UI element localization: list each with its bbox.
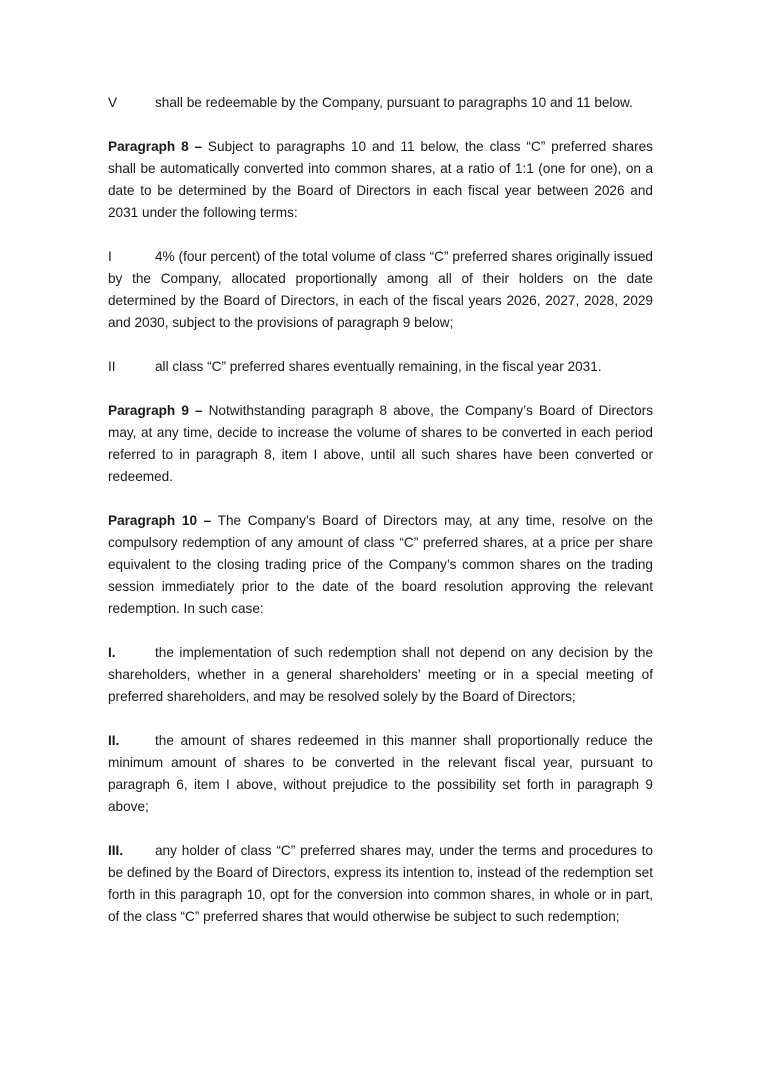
item-number: I — [108, 249, 112, 264]
paragraph-label: Paragraph 10 – — [108, 513, 212, 528]
item-number: II. — [108, 733, 120, 748]
item-number: I. — [108, 645, 116, 660]
paragraph-label: Paragraph 8 – — [108, 139, 203, 154]
paragraph-8-item-ii — [108, 356, 653, 378]
item-number: III. — [108, 843, 124, 858]
paragraph-8-item-i — [108, 246, 653, 334]
item-text: shall be redeemable by the Company, pursuant to paragraphs 10 and 11 below. — [155, 95, 633, 110]
paragraph-8 — [108, 136, 653, 224]
item-v — [108, 92, 653, 114]
document-page — [108, 92, 653, 950]
item-text: the amount of shares redeemed in this manner shall proportionally reduce the minimum amount of shares to be converted in the relevant fiscal year, pursuant to paragraph 6, item I above, without prejudice to the possibility set forth in paragraph 9 above; — [108, 733, 653, 814]
paragraph-10-item-iii — [108, 840, 653, 928]
item-text: the implementation of such redemption shall not depend on any decision by the shareholders, whether in a general shareholders’ meeting or in a special meeting of preferred shareholders, and may be resolved solely by the Board of Directors; — [108, 645, 653, 704]
item-text: any holder of class “C” preferred shares may, under the terms and procedures to be defined by the Board of Directors, express its intention to, instead of the redemption set forth in this paragraph 10, opt for the conversion into common shares, in whole or in part, of the class “C” preferred shares that would otherwise be subject to such redemption; — [108, 843, 653, 924]
item-text: 4% (four percent) of the total volume of class “C” preferred shares originally issued by the Company, allocated proportionally among all of their holders on the date determined by the Board of Directors, in each of the fiscal years 2026, 2027, 2028, 2029 and 2030, subject to the provisions of paragraph 9 below; — [108, 249, 653, 330]
paragraph-10-item-i — [108, 642, 653, 708]
item-number: V — [108, 95, 118, 110]
paragraph-text: The Company’s Board of Directors may, at any time, resolve on the compulsory redemption of any amount of class “C” preferred shares, at a price per share equivalent to the closing trading price of the Company’s common shares on the trading session immediately prior to the date of the board resolution approving the relevant redemption. In such case: — [108, 513, 653, 616]
paragraph-text: Notwithstanding paragraph 8 above, the Company’s Board of Directors may, at any time, decide to increase the volume of shares to be converted in each period referred to in paragraph 8, item I above, until all such shares have been converted or redeemed. — [108, 403, 653, 484]
paragraph-label: Paragraph 9 – — [108, 403, 203, 418]
item-number: II — [108, 359, 116, 374]
paragraph-10 — [108, 510, 653, 620]
paragraph-10-item-ii — [108, 730, 653, 818]
paragraph-text: Subject to paragraphs 10 and 11 below, the class “C” preferred shares shall be automatically converted into common shares, at a ratio of 1:1 (one for one), on a date to be determined by the Board of Directors in each fiscal year between 2026 and 2031 under the following terms: — [108, 139, 653, 220]
item-text: all class “C” preferred shares eventually remaining, in the fiscal year 2031. — [155, 359, 602, 374]
paragraph-9 — [108, 400, 653, 488]
